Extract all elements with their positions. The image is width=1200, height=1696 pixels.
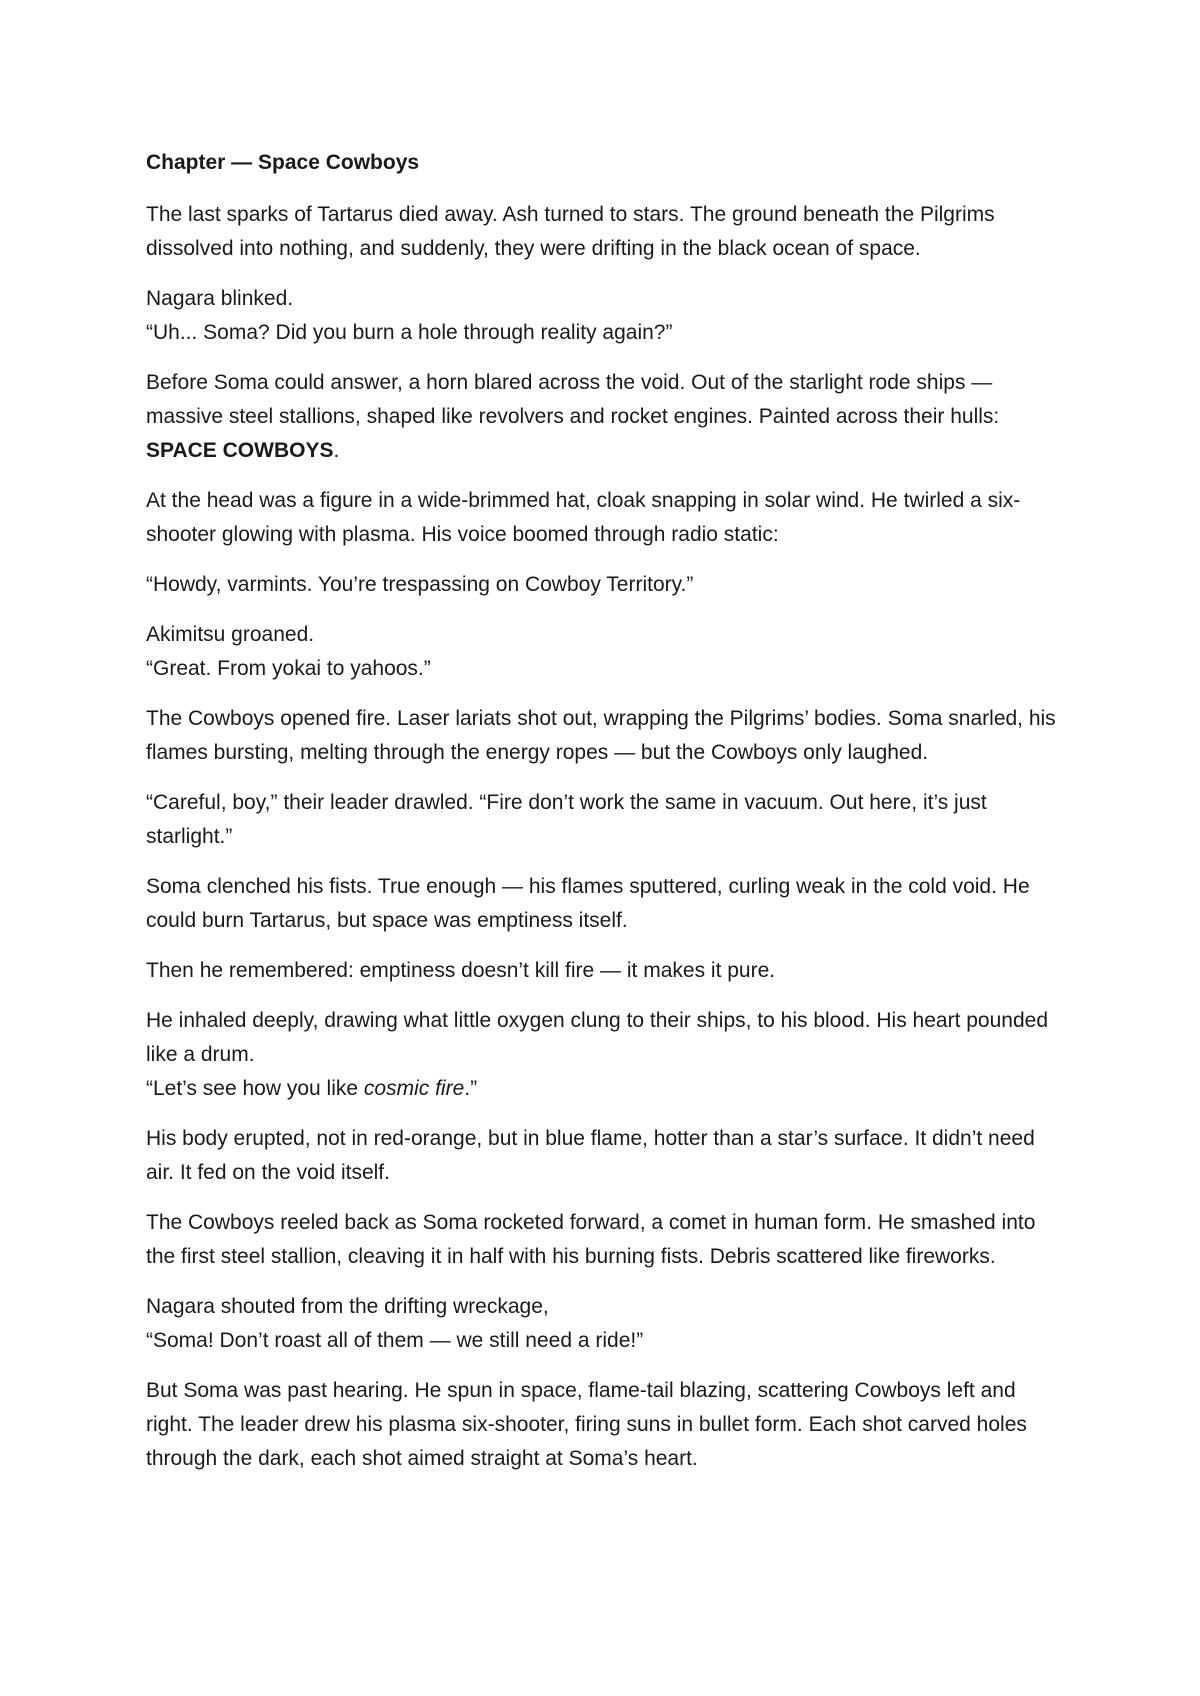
paragraph-2-line-1: Nagara blinked. [146, 287, 294, 310]
paragraph-10: Then he remembered: emptiness doesn’t kill fire — it makes it pure. [146, 959, 776, 982]
space-cowboys-bold: SPACE COWBOYS [146, 439, 334, 462]
paragraph-5: “Howdy, varmints. You’re trespassing on Cowboy Territory.” [146, 573, 694, 596]
paragraph-11-line-2 [146, 1072, 1066, 1106]
paragraph-14 [146, 1290, 1066, 1358]
paragraph-6-line-2: “Great. From yokai to yahoos.” [146, 657, 431, 680]
paragraph-2 [146, 282, 1066, 350]
paragraph-3 [146, 366, 1066, 468]
paragraph-8: “Careful, boy,” their leader drawled. “Fire don’t work the same in vacuum. Out here, it’s just starlight.” [146, 791, 987, 848]
paragraph-14-line-2: “Soma! Don’t roast all of them — we still need a ride!” [146, 1329, 644, 1352]
paragraph-9: Soma clenched his fists. True enough — his flames sputtered, curling weak in the cold void. He could burn Tartarus, but space was emptiness itself. [146, 875, 1030, 932]
cosmic-fire-italic: cosmic fire [363, 1077, 465, 1100]
paragraph-11-quote-start: “Let’s see how you like [146, 1077, 364, 1100]
paragraph-1: The last sparks of Tartarus died away. Ash turned to stars. The ground beneath the Pilgrims dissolved into nothing, and suddenly, they were drifting in the black ocean of space. [146, 203, 995, 260]
paragraph-2-line-2: “Uh... Soma? Did you burn a hole through reality again?” [146, 321, 673, 344]
paragraph-3-end: . [333, 439, 340, 462]
paragraph-11-quote-end: .” [464, 1077, 478, 1100]
paragraph-14-line-1: Nagara shouted from the drifting wreckage, [146, 1295, 549, 1318]
paragraph-13: The Cowboys reeled back as Soma rocketed forward, a comet in human form. He smashed into the first steel stallion, cleaving it in half with his burning fists. Debris scattered like fireworks. [146, 1211, 1036, 1268]
paragraph-11 [146, 1004, 1066, 1106]
paragraph-12: His body erupted, not in red-orange, but in blue flame, hotter than a star’s surface. It didn’t need air. It fed on the void itself. [146, 1127, 1035, 1184]
paragraph-15: But Soma was past hearing. He spun in space, flame-tail blazing, scattering Cowboys left and right. The leader drew his plasma six-shooter, firing suns in bullet form. Each shot carved holes through the dark, each shot aimed straight at Soma’s heart. [146, 1379, 1027, 1470]
paragraph-6 [146, 618, 1066, 686]
paragraph-7: The Cowboys opened fire. Laser lariats shot out, wrapping the Pilgrims’ bodies. Soma snarled, his flames bursting, melting through the energy ropes — but the Cowboys only laughed. [146, 707, 1056, 764]
paragraph-11-line-1: He inhaled deeply, drawing what little oxygen clung to their ships, to his blood. His heart pounded like a drum. [146, 1009, 1048, 1066]
paragraph-4: At the head was a figure in a wide-brimmed hat, cloak snapping in solar wind. He twirled a six-shooter glowing with plasma. His voice boomed through radio static: [146, 489, 1021, 546]
chapter-title: Chapter — Space Cowboys [146, 151, 420, 174]
paragraph-3-text: Before Soma could answer, a horn blared across the void. Out of the starlight rode ships — massive steel stallions, shaped like revolvers and rocket engines. Painted across their hulls: [146, 371, 1000, 428]
document-page [146, 146, 1066, 1492]
paragraph-6-line-1: Akimitsu groaned. [146, 623, 315, 646]
